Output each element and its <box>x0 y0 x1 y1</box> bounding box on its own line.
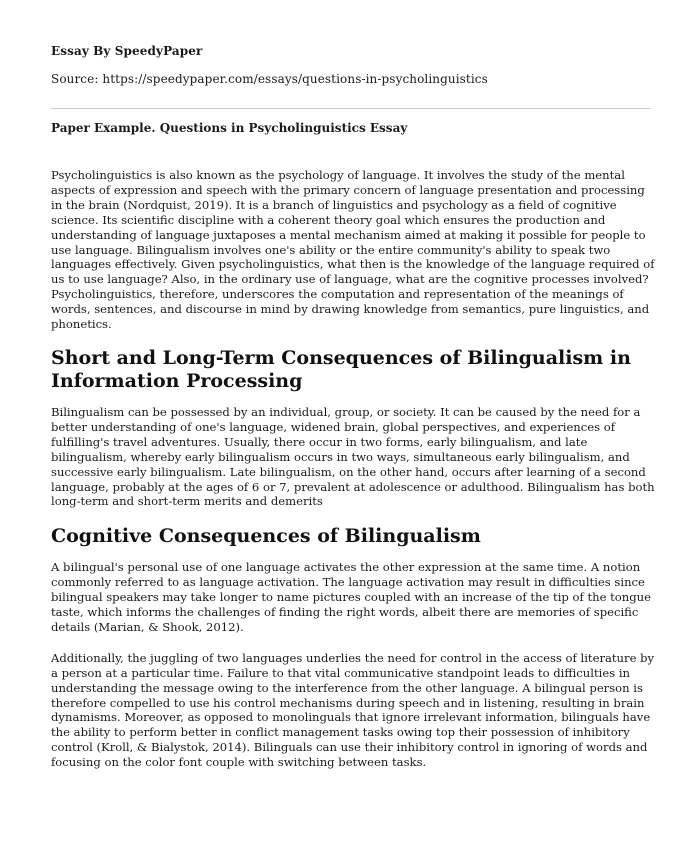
bilingualism-paragraph: Bilingualism can be possessed by an individual, group, or society. It can be caused by the need for a better understanding of one's language, widened brain, global perspectives, and experiences of fulfilling's travel adventures. Usually, there occur in two forms, early bilingualism, and late bilingualism, whereby early bilingualism occurs in two ways, simultaneous early bilingualism, and successive early bilingualism. Late bilingualism, on the other hand, occurs after learning of a second language, probably at the ages of 6 or 7, prevalent at adolescence or adulthood. Bilingualism has both long-term and short-term merits and demerits <box>51 404 655 509</box>
header-divider <box>51 108 651 109</box>
section-heading-cognitive: Cognitive Consequences of Bilingualism <box>51 525 481 548</box>
intro-paragraph: Psycholinguistics is also known as the psychology of language. It involves the study of the mental aspects of expression and speech with the primary concern of language presentation and processing in the brain (Nordquist, 2019). It is a branch of linguistics and psychology as a field of cognitive science. Its scientific discipline with a coherent theory goal which ensures the production and understanding of language juxtaposes a mental mechanism aimed at making it possible for people to use language. Bilingualism involves one's ability or the entire community's ability to speak two languages effectively. Given psycholinguistics, what then is the knowledge of the language required of us to use language? Also, in the ordinary use of language, what are the cognitive processes involved? Psycholinguistics, therefore, underscores the computation and representation of the meanings of words, sentences, and discourse in mind by drawing knowledge from semantics, pure linguistics, and phonetics. <box>51 168 655 332</box>
paper-title: Paper Example. Questions in Psycholinguistics Essay <box>51 121 408 135</box>
essay-body <box>51 168 655 786</box>
section-heading-consequences: Short and Long-Term Consequences of Bilingualism in Information Processing <box>51 346 631 392</box>
source-line: Source: https://speedypaper.com/essays/questions-in-psycholinguistics <box>51 72 488 86</box>
inhibitory-control-paragraph: Additionally, the juggling of two languages underlies the need for control in the access of literature by a person at a particular time. Failure to that vital communicative standpoint leads to difficulties in understanding the message owing to the interference from the other language. A bilingual person is therefore compelled to use his control mechanisms during speech and in listening, resulting in brain dynamisms. Moreover, as opposed to monolinguals that ignore irrelevant information, bilinguals have the ability to perform better in conflict management tasks owing top their possession of inhibitory control (Kroll, & Bialystok, 2014). Bilinguals can use their inhibitory control in ignoring of words and focusing on the color font couple with switching between tasks. <box>51 650 655 770</box>
essay-author-header: Essay By SpeedyPaper <box>51 44 203 58</box>
language-activation-paragraph: A bilingual's personal use of one language activates the other expression at the same time. A notion commonly referred to as language activation. The language activation may result in difficulties since bilingual speakers may take longer to name pictures coupled with an increase of the tip of the tongue taste, which informs the challenges of finding the right words, albeit there are memories of specific details (Marian, & Shook, 2012). <box>51 560 652 634</box>
